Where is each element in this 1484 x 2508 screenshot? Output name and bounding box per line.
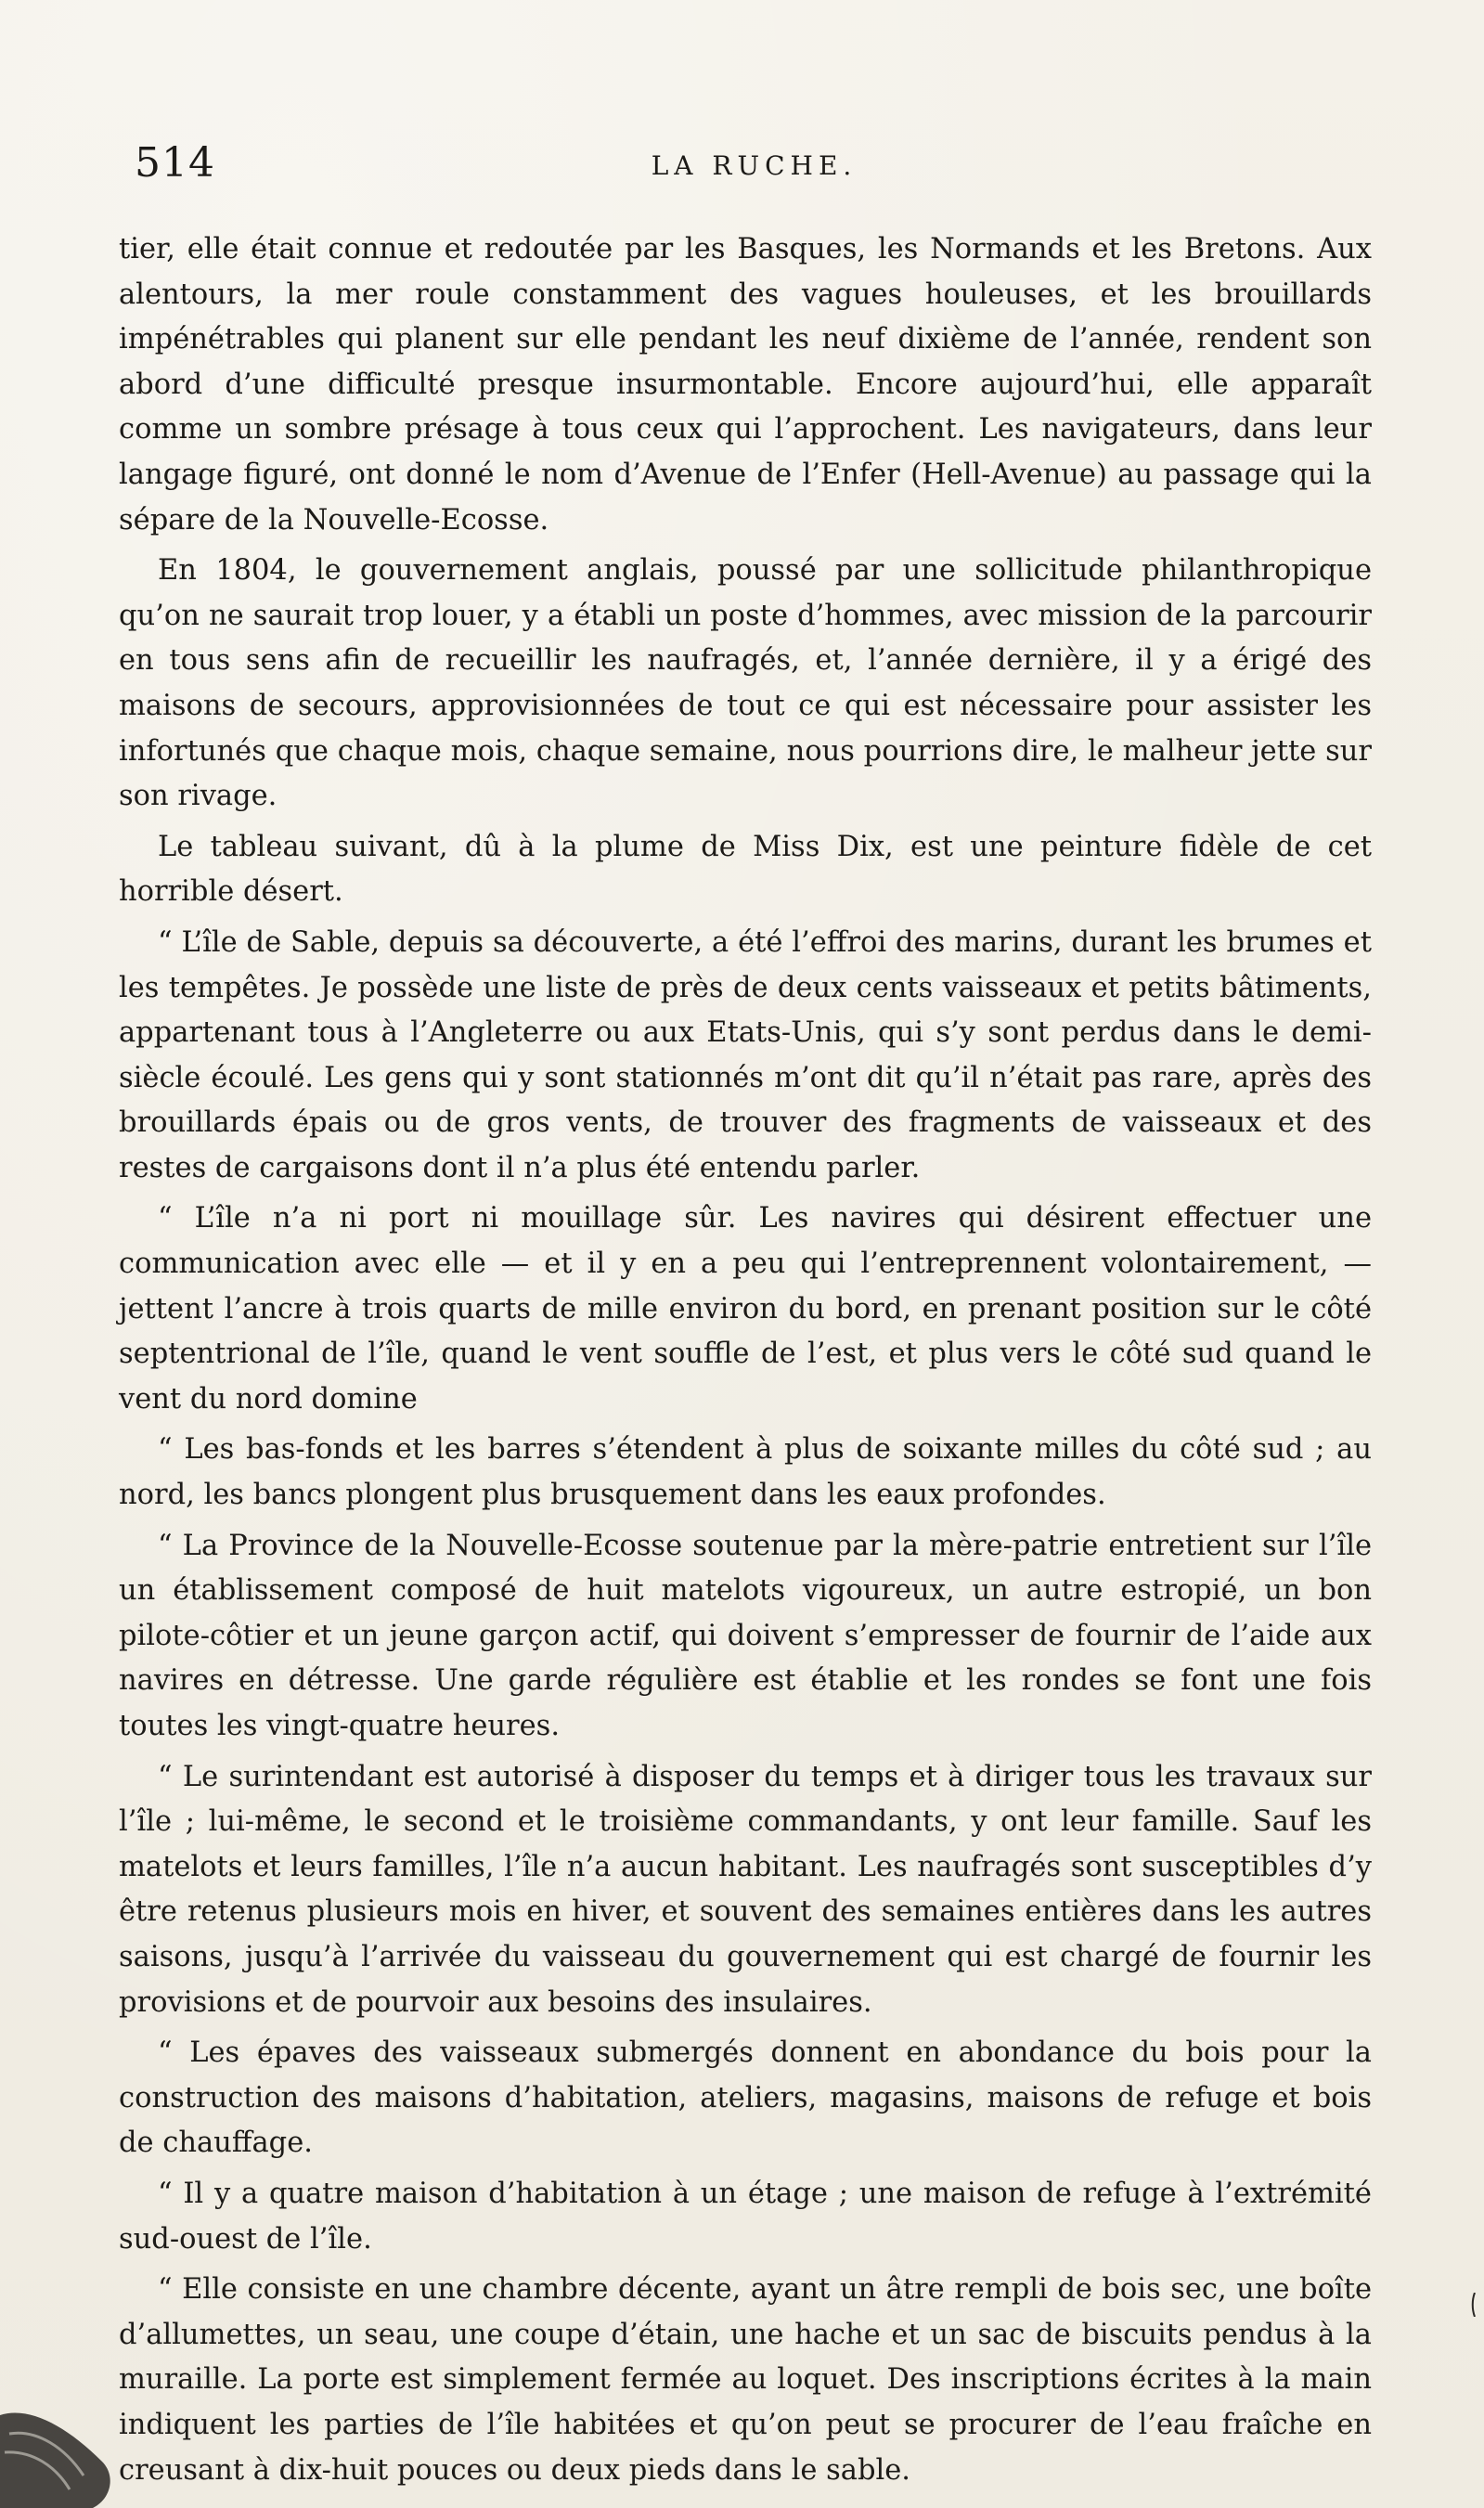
paragraph-8: “ Le surintendant est autorisé à disposer du temps et à diriger tous les travaux sur l’île ; lui-même, le second et le troisième commandants, y ont leur famille. Sauf les matelots et leurs familles, l’île n’a aucun habitant. Les naufragés sont susceptibles d’y être retenus plusieurs mois en hiver, et souvent des semaines entières dans les autres saisons, jusqu’à l’arrivée du vaisseau du gouvernement qui est chargé de fournir les provisions et de pourvoir aux besoins des insulaires. bbox=[119, 1760, 1372, 2019]
paragraph-7: “ La Province de la Nouvelle-Ecosse soutenue par la mère-patrie entretient sur l’île un établissement composé de huit matelots vigoureux, un autre estropié, un bon pilote-côtier et un jeune garçon actif, qui doivent s’empresser de fournir de l’aide aux navires en détresse. Une garde régulière est établie et les rondes se font une fois toutes les vingt-quatre heures. bbox=[119, 1529, 1372, 1742]
article-body bbox=[119, 227, 1372, 2493]
paragraph-5: “ L’île n’a ni port ni mouillage sûr. Les navires qui désirent effectuer une communication avec elle — et il y en a peu qui l’entreprennent volontairement, — jettent l’ancre à trois quarts de mille environ du bord, en prenant position sur le côté septentrional de l’île, quand le vent souffle de l’est, et plus vers le côté sud quand le vent du nord domine bbox=[119, 1202, 1372, 1416]
running-head bbox=[135, 139, 1374, 195]
paragraph-9: “ Les épaves des vaisseaux submergés donnent en abondance du bois pour la construction des maisons d’habitation, ateliers, magasins, maisons de refuge et bois de chauffage. bbox=[119, 2036, 1372, 2160]
paragraph-4: “ L’île de Sable, depuis sa découverte, a été l’effroi des marins, durant les brumes et les tempêtes. Je possède une liste de près de deux cents vaisseaux et petits bâtiments, appartenant tous à l’Angleterre ou aux Etats-Unis, qui s’y sont perdus dans le demi-siècle écoulé. Les gens qui y sont stationnés m’ont dit qu’il n’était pas rare, après des brouillards épais ou de gros vents, de trouver des fragments de vaisseaux et des restes de cargaisons dont il n’a plus été entendu parler. bbox=[119, 925, 1372, 1184]
page-number: 514 bbox=[135, 139, 215, 187]
ink-stain bbox=[0, 2397, 121, 2508]
margin-mark bbox=[1471, 2293, 1477, 2317]
paragraph-2: En 1804, le gouvernement anglais, poussé par une sollicitude philanthropique qu’on ne saurait trop louer, y a établi un poste d’hommes, avec mission de la parcourir en tous sens afin de recueillir les naufragés, et, l’année dernière, il y a érigé des maisons de secours, approvisionnées de tout ce qui est nécessaire pour assister les infortunés que chaque mois, chaque semaine, nous pourrions dire, le malheur jette sur son rivage. bbox=[119, 554, 1372, 813]
paragraph-6: “ Les bas-fonds et les barres s’étendent à plus de soixante milles du côté sud ; au nord, les bancs plongent plus brusquement dans les eaux profondes. bbox=[119, 1433, 1372, 1512]
paragraph-10: “ Il y a quatre maison d’habitation à un étage ; une maison de refuge à l’extrémité sud-ouest de l’île. bbox=[119, 2177, 1372, 2256]
paragraph-11: “ Elle consiste en une chambre décente, ayant un âtre rempli de bois sec, une boîte d’allumettes, un seau, une coupe d’étain, une hache et un sac de biscuits pendus à la muraille. La porte est simplement fermée au loquet. Des inscriptions écrites à la main indiquent les parties de l’île habitées et qu’on peut se procurer de l’eau fraîche en creusant à dix-huit pouces ou deux pieds dans le sable. bbox=[119, 2273, 1372, 2487]
journal-title: LA RUCHE. bbox=[651, 150, 858, 181]
paragraph-1: tier, elle était connue et redoutée par les Basques, les Normands et les Bretons. Aux alentours, la mer roule constamment des vagues houleuses, et les brouillards impénétrables qui planent sur elle pendant les neuf dixième de l’année, rendent son abord d’une difficulté presque insurmontable. Encore aujourd’hui, elle apparaît comme un sombre présage à tous ceux qui l’approchent. Les navigateurs, dans leur langage figuré, ont donné le nom d’Avenue de l’Enfer (Hell-Avenue) au passage qui la sépare de la Nouvelle-Ecosse. bbox=[119, 233, 1372, 537]
paragraph-3: Le tableau suivant, dû à la plume de Miss Dix, est une peinture fidèle de cet horrible désert. bbox=[119, 830, 1372, 909]
